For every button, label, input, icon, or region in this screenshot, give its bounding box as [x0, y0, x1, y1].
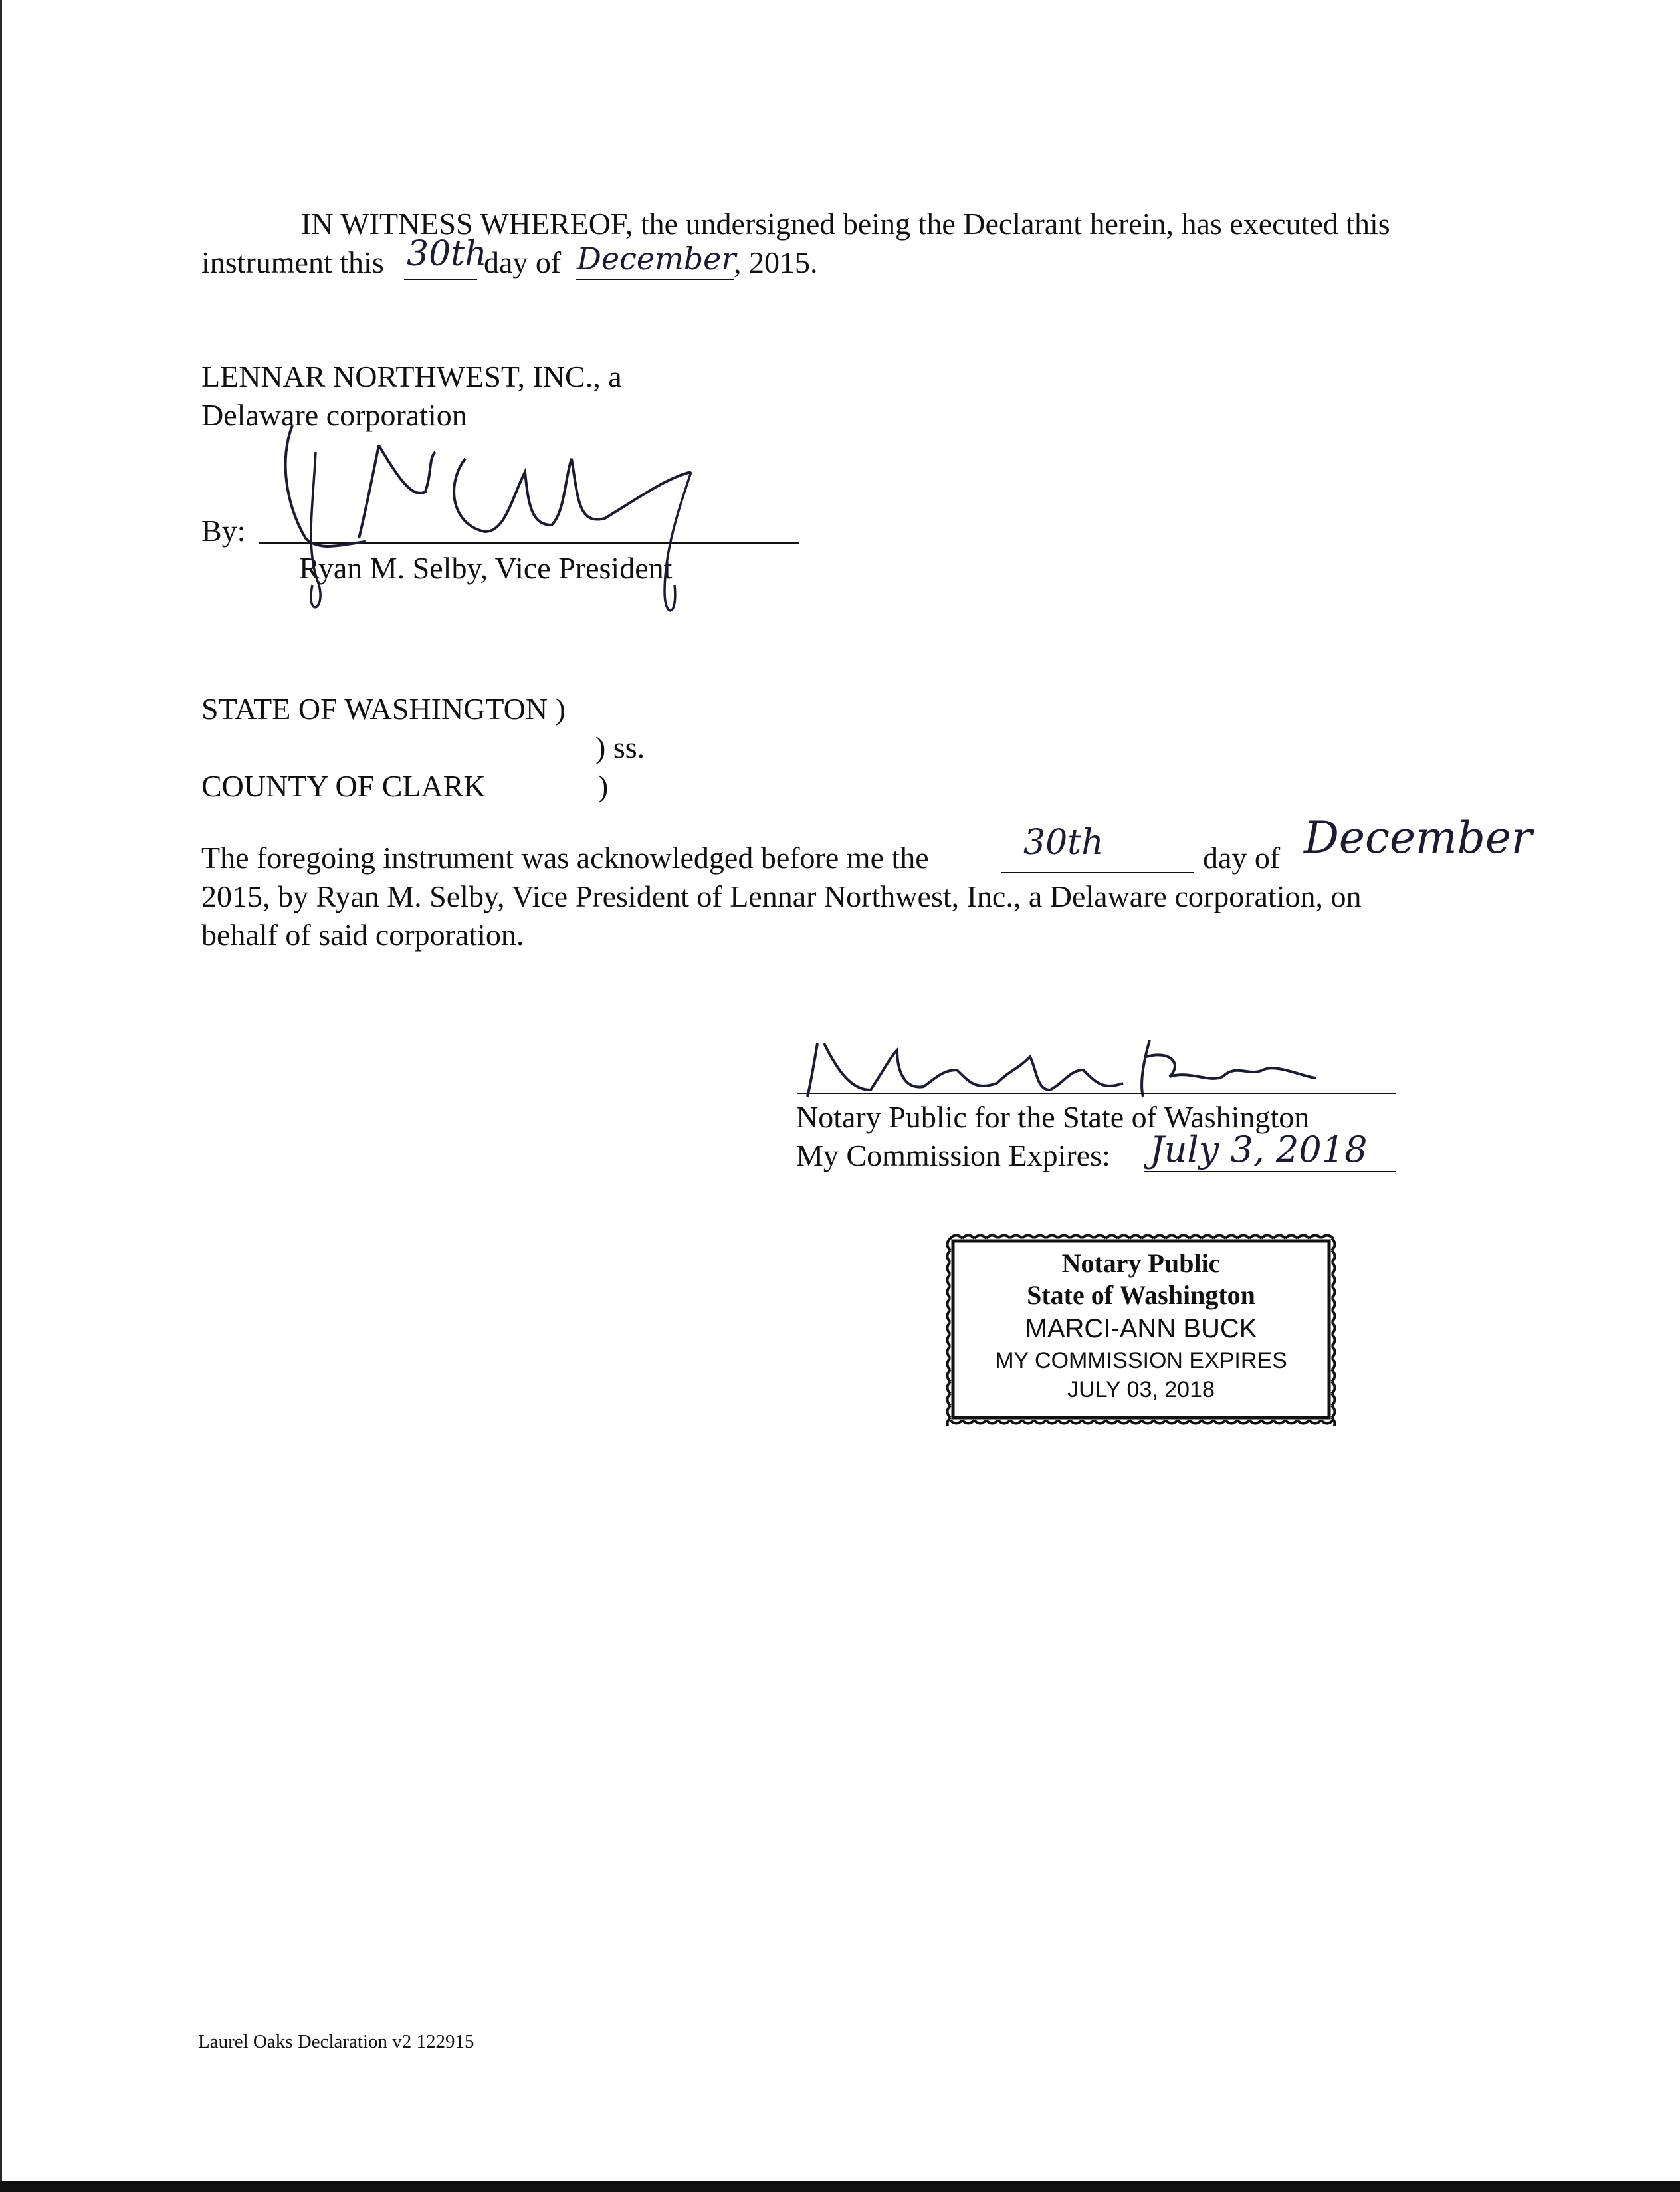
signer-name-title: Ryan M. Selby, Vice President [299, 551, 673, 585]
notary-stamp [945, 1233, 1337, 1426]
witness-line-2-suffix: , 2015. [734, 245, 818, 279]
venue-state: STATE OF WASHINGTON ) [201, 692, 566, 726]
ack-line-1-prefix: The foregoing instrument was acknowledged before me the [201, 841, 929, 875]
ack-line-3: behalf of said corporation. [201, 918, 524, 952]
stamp-line-3: MARCI-ANN BUCK [1025, 1314, 1257, 1343]
scan-bottom-edge [0, 2181, 1680, 2192]
ack-line-1-dayof: day of [1203, 841, 1281, 875]
stamp-line-5: JULY 03, 2018 [1067, 1377, 1215, 1402]
footer-doc-id: Laurel Oaks Declaration v2 122915 [198, 2031, 474, 2052]
notary-expires-blank [1144, 1171, 1396, 1172]
notary-expires-handwritten: July 3, 2018 [1150, 1129, 1368, 1170]
stamp-line-2: State of Washington [1027, 1280, 1255, 1310]
stamp-line-1: Notary Public [1061, 1248, 1221, 1278]
witness-line-2-dayof: day of [484, 245, 562, 279]
scan-edge [0, 0, 2, 2192]
witness-line-2-prefix: instrument this [201, 245, 384, 279]
notary-title: Notary Public for the State of Washington [796, 1100, 1310, 1134]
venue-ss: ) ss. [595, 730, 645, 764]
ack-month-handwritten: December [1304, 812, 1532, 863]
notary-expires-label: My Commission Expires: [796, 1139, 1110, 1172]
witness-line-1: IN WITNESS WHEREOF, the undersigned being the Declarant herein, has executed this [301, 207, 1390, 241]
witness-month-blank [576, 279, 734, 280]
ack-day-handwritten: 30th [1023, 823, 1104, 863]
witness-month-handwritten: December [577, 241, 736, 276]
declarant-entity-type: Delaware corporation [201, 398, 467, 432]
stamp-line-4: MY COMMISSION EXPIRES [995, 1348, 1287, 1373]
witness-day-handwritten: 30th [407, 234, 487, 274]
witness-day-blank [404, 279, 477, 280]
declarant-name: LENNAR NORTHWEST, INC., a [201, 360, 622, 393]
notary-signature-line [797, 1093, 1396, 1094]
ack-day-blank [1001, 872, 1194, 873]
venue-county-paren: ) [598, 769, 609, 803]
by-label: By: [201, 514, 246, 548]
venue-county: COUNTY OF CLARK [201, 769, 486, 803]
ack-line-2: 2015, by Ryan M. Selby, Vice President of Lennar Northwest, Inc., a Delaware corporation, on [201, 879, 1362, 913]
declarant-signature [266, 419, 731, 631]
